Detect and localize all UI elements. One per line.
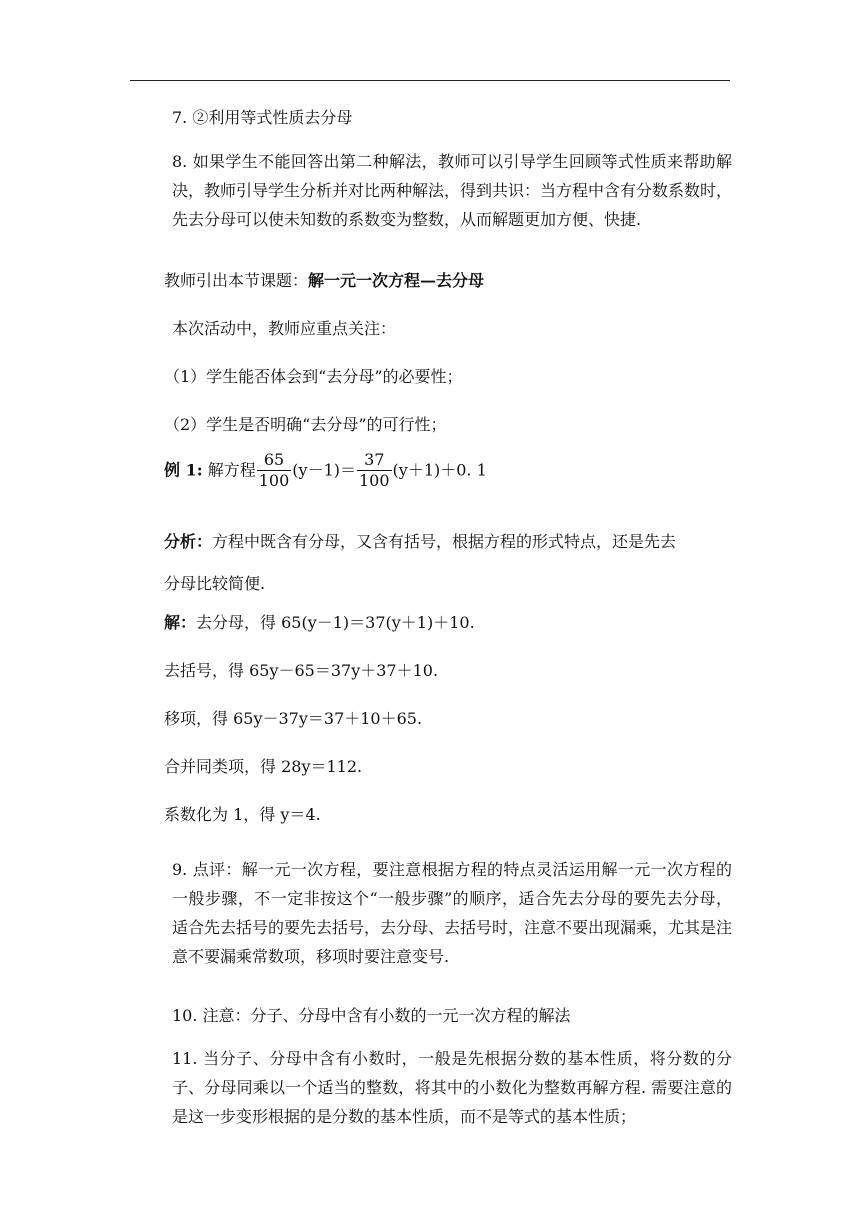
focus-item-2: （2）学生是否明确“去分母”的可行性；	[164, 415, 447, 434]
item-8: 8. 如果学生不能回答出第二种解法，教师可以引导学生回顾等式性质来帮助解决，教师引导学生分析并对比两种解法，得到共识：当方程中含有分数系数时，先去分母可以使未知数的系数变为整数，从而解题更加方便、快捷.	[172, 152, 733, 229]
solution-step-5: 系数化为 1，得 y＝4.	[164, 805, 321, 824]
solution-step-1	[164, 608, 475, 638]
fraction-1-numerator: 65	[257, 450, 292, 471]
topic-title: 解一元一次方程—去分母	[308, 271, 485, 290]
fraction-1-denominator: 100	[258, 471, 290, 490]
fraction-1	[257, 450, 292, 491]
fraction-2	[357, 450, 392, 491]
example-mid: (y－1)＝	[292, 460, 356, 480]
item-9: 9. 点评：解一元一次方程，要注意根据方程的特点灵活运用解一元一次方程的一般步骤，不一定非按这个“一般步骤”的顺序，适合先去分母的要先去分母，适合先去括号的要先去括号，去分母、去括号时，注意不要出现漏乘，尤其是注意不要漏乘常数项，移项时要注意变号.	[172, 860, 733, 966]
focus-item-1: （1）学生能否体会到“去分母”的必要性；	[164, 367, 463, 386]
item-11: 11. 当分子、分母中含有小数时，一般是先根据分数的基本性质，将分数的分子、分母同乘以一个适当的整数，将其中的小数化为整数再解方程. 需要注意的是这一步变形根据的是分数的基本性质，而不是等式的基本性质；	[172, 1049, 732, 1126]
focus-intro: 本次活动中，教师应重点关注：	[172, 319, 397, 338]
topic-line	[164, 266, 484, 296]
fraction-2-numerator: 37	[357, 450, 392, 471]
solution-step-2: 去括号，得 65y－65＝37y＋37＋10.	[164, 661, 439, 680]
analysis-line-2: 分母比较简便.	[164, 574, 266, 593]
solution-step-3: 移项，得 65y－37y＝37＋10＋65.	[164, 709, 423, 728]
example-prefix: 解方程	[207, 460, 256, 480]
analysis-text-1: 方程中既含有分母，又含有括号，根据方程的形式特点，还是先去	[212, 532, 677, 551]
item-7: 7. ②利用等式性质去分母	[172, 108, 353, 127]
example-tail: (y＋1)＋0. 1	[392, 460, 487, 480]
example-1	[164, 450, 487, 491]
example-label: 例 1:	[164, 460, 203, 480]
header-rule	[130, 80, 730, 81]
topic-intro: 教师引出本节课题：	[164, 271, 309, 290]
solution-step-1-text: 去分母，得 65(y－1)＝37(y＋1)＋10.	[196, 613, 475, 632]
analysis-line-1	[164, 527, 676, 557]
fraction-2-denominator: 100	[359, 471, 390, 490]
solution-step-4: 合并同类项，得 28y＝112.	[164, 757, 363, 776]
analysis-label: 分析：	[164, 532, 213, 551]
item-10: 10. 注意：分子、分母中含有小数的一元一次方程的解法	[172, 1006, 571, 1025]
solution-label: 解：	[164, 613, 197, 632]
